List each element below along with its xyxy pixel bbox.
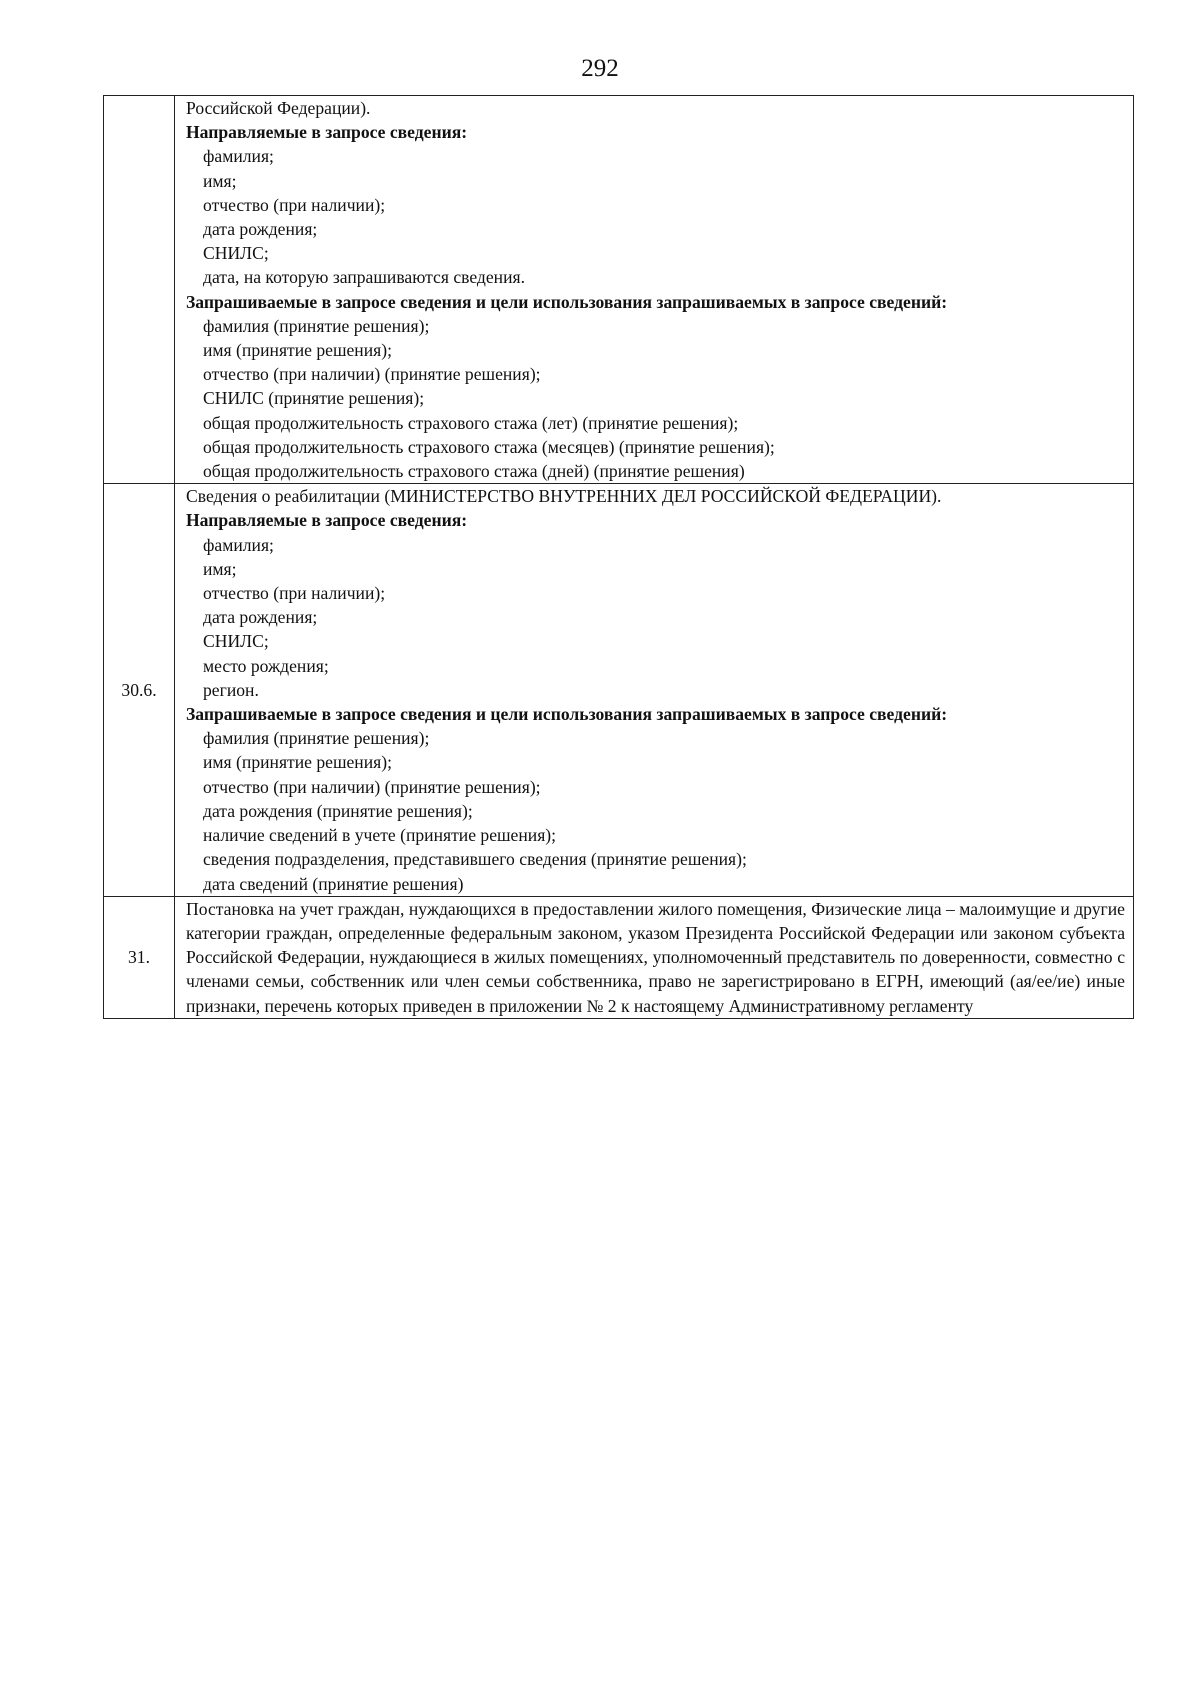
list-item: СНИЛС; <box>203 243 269 264</box>
list-item: наличие сведений в учете (принятие решения); <box>203 825 557 846</box>
row-paragraph: Постановка на учет граждан, нуждающихся в предоставлении жилого помещения, Физические лица – малоимущие и другие категории граждан, определенные федеральным законом, указом Президента Российской Федерации или законом субъекта Российской Федерации, нуждающиеся в жилых помещениях, уполномоченный представитель по доверенности, совместно с членами семьи, собственник или член семьи собственника, право не зарегистрировано в ЕГРН, имеющий (ая/ее/ие) иные признаки, перечень которых приведен в приложении № 2 к настоящему Административному регламенту <box>186 898 1125 1016</box>
row-number-cell: 30.6. <box>104 484 175 896</box>
list-item: имя; <box>203 170 237 191</box>
list-item: фамилия; <box>203 146 274 167</box>
list-item: дата рождения; <box>203 607 318 628</box>
list-item: имя; <box>203 558 237 579</box>
list-item: общая продолжительность страхового стажа (месяцев) (принятие решения); <box>203 436 775 457</box>
list-item: отчество (при наличии); <box>203 194 386 215</box>
requirements-table <box>103 95 1134 1019</box>
table-row <box>104 484 1134 896</box>
table-row <box>104 896 1134 1018</box>
list-item: общая продолжительность страхового стажа (лет) (принятие решения); <box>203 412 739 433</box>
row-content-cell <box>175 896 1134 1018</box>
row-content-cell <box>175 96 1134 484</box>
section-heading: Направляемые в запросе сведения: <box>186 510 468 531</box>
list-item: фамилия (принятие решения); <box>203 728 430 749</box>
section-heading: Направляемые в запросе сведения: <box>186 122 468 143</box>
list-item: фамилия; <box>203 534 274 555</box>
list-item: дата рождения; <box>203 219 318 240</box>
list-item: отчество (при наличии) (принятие решения); <box>203 364 541 385</box>
table-row <box>104 96 1134 484</box>
list-item: имя (принятие решения); <box>203 752 392 773</box>
list-item: дата сведений (принятие решения) <box>203 873 464 894</box>
section-heading: Запрашиваемые в запросе сведения и цели использования запрашиваемых в запросе сведений: <box>186 291 948 312</box>
row-number-cell: 31. <box>104 896 175 1018</box>
list-item: СНИЛС (принятие решения); <box>203 388 425 409</box>
page-number: 292 <box>581 55 619 82</box>
list-item: отчество (при наличии); <box>203 583 386 604</box>
section-heading: Запрашиваемые в запросе сведения и цели использования запрашиваемых в запросе сведений: <box>186 704 948 725</box>
list-item: регион. <box>203 679 259 700</box>
list-item: дата, на которую запрашиваются сведения. <box>203 267 525 288</box>
row-number-cell <box>104 96 175 484</box>
row-line: Российской Федерации). <box>186 98 371 118</box>
list-item: место рождения; <box>203 655 329 676</box>
list-item: дата рождения (принятие решения); <box>203 800 473 821</box>
row-line: Сведения о реабилитации (МИНИСТЕРСТВО ВНУТРЕННИХ ДЕЛ РОССИЙСКОЙ ФЕДЕРАЦИИ). <box>186 486 942 507</box>
list-item: сведения подразделения, представившего сведения (принятие решения); <box>203 849 747 870</box>
list-item: фамилия (принятие решения); <box>203 315 430 336</box>
list-item: общая продолжительность страхового стажа (дней) (принятие решения) <box>203 461 745 482</box>
list-item: имя (принятие решения); <box>203 340 392 361</box>
row-content-cell <box>175 484 1134 896</box>
list-item: отчество (при наличии) (принятие решения); <box>203 776 541 797</box>
list-item: СНИЛС; <box>203 631 269 652</box>
